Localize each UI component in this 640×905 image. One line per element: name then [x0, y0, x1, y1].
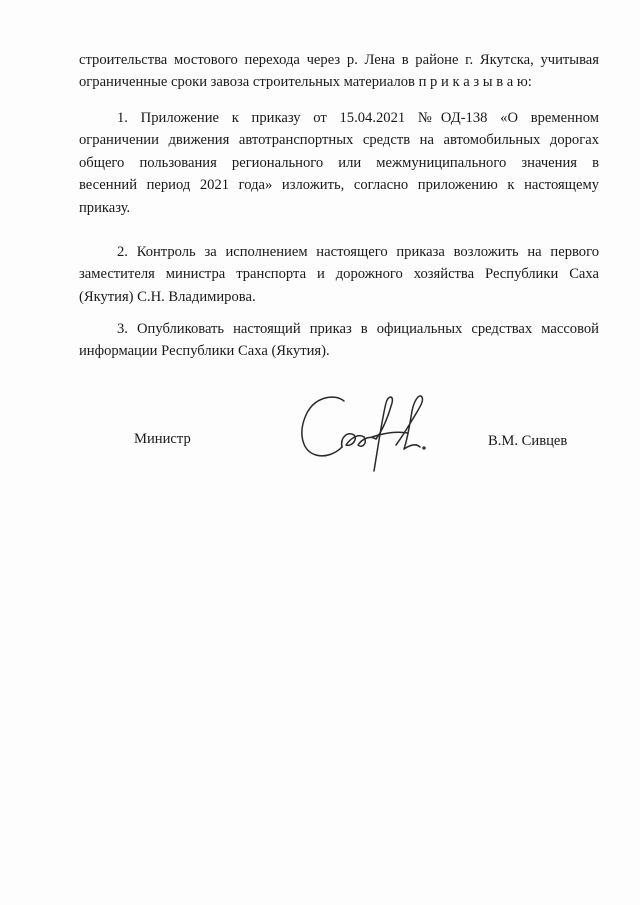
item1-line-3: общего пользования регионального или межмуниципального значения в: [79, 154, 599, 171]
intro-line-1: строительства мостового перехода через р. Лена в районе г. Якутска, учитывая: [79, 52, 599, 68]
intro-line-2: ограниченные сроки завоза строительных материалов п р и к а з ы в а ю:: [79, 74, 532, 91]
item3-line-1: 3. Опубликовать настоящий приказ в официальных средствах массовой: [117, 321, 599, 337]
signatory-position: Министр: [134, 431, 191, 447]
item3-line-2: информации Республики Саха (Якутия).: [79, 343, 330, 360]
item2-line-2: заместителя министра транспорта и дорожного хозяйства Республики Саха: [79, 266, 599, 283]
item2-line-1: 2. Контроль за исполнением настоящего приказа возложить на первого: [117, 244, 599, 260]
item1-line-1: 1. Приложение к приказу от 15.04.2021 №ОД-138 «О временном: [117, 110, 599, 126]
item2-line-3: (Якутия) С.Н. Владимирова.: [79, 288, 256, 305]
item1-line-2: ограничении движения автотранспортных средств на автомобильных дорогах: [79, 132, 599, 149]
signatory-name: В.М. Сивцев: [488, 433, 568, 449]
item1-line-4: весенний период 2021 года» изложить, согласно приложению к настоящему: [79, 177, 599, 194]
item1-line-5: приказу.: [79, 199, 131, 216]
handwritten-signature: [292, 387, 442, 482]
